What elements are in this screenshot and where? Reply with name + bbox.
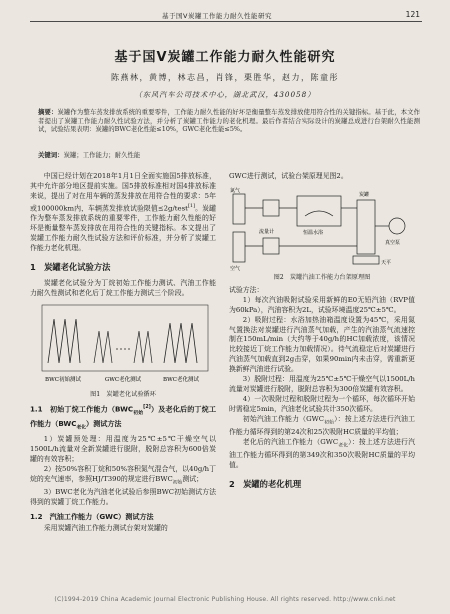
bwc-initial-sawtooth: [48, 319, 80, 363]
s11-sub: 初始: [133, 411, 144, 417]
section2-heading: 2 炭罐的老化机理: [229, 478, 302, 489]
step-2-sub: 初始: [172, 480, 183, 486]
steps-intro: 试验方法：: [229, 285, 264, 294]
gwc-after-post: ）：按上述方法进行汽油工作能力循环得到的第349次和350次吸附HC质量的平均值。: [229, 437, 415, 470]
balance: [353, 256, 379, 264]
gwc-step-2: 2）吸附过程：水浴加热油箱温度设置为45℃，采用氮气置换法对炭罐进行汽油蒸气加载，产生的汽油蒸气流速控制在150mL/min（大约等于40g/h的HC加载浓度，该情况比较接近丁烷工作能力加载情况）。待气流稳定后对炭罐进行汽油蒸气加载直到2g击穿，如果90min内未击穿，需重新更换新鲜汽油进行试验。: [229, 315, 415, 374]
test-bench-diagram: [229, 186, 415, 272]
keywords-text: 炭罐；工作能力；耐久性能: [63, 151, 141, 159]
step-2-tail: 测试；: [182, 474, 204, 483]
bwc-after-sawtooth: [164, 323, 197, 363]
gwc-initial-sub: 初始: [324, 420, 335, 426]
left-column: [30, 172, 216, 533]
label-bath: 恒温水浴: [303, 229, 324, 236]
figure1-aging-cycle: [30, 303, 216, 389]
cnki-footer: (C)1994-2019 China Academic Journal Electronic Publishing House. All rights reserved. http://www.cnki.net: [54, 596, 396, 603]
abstract-label: 摘要：: [38, 108, 58, 116]
gwc-step-1: 1）每次汽油吸附试验采用新鲜的E0无铅汽油（RVP值为60kPa），汽油容积为2L，试验环境温度25℃±5℃。: [229, 295, 415, 314]
label-bwc-after: BWC老化测试: [163, 377, 199, 384]
nitrogen-cylinder: [233, 194, 245, 224]
figure2-caption: 图2 炭罐汽油工作能力台架原理图: [273, 273, 371, 281]
label-gwc-aging: GWC老化测试: [104, 377, 142, 384]
gwc-initial-post: ）：按上述方法进行汽油工作能力循环得到的第24次和25次吸附HC质量的平均值；: [229, 414, 415, 436]
right-continuation: GWC进行测试，试验台架原理见图2。: [229, 172, 348, 180]
s11-b: ）及老化后的丁烷工作能力（BWC: [30, 404, 216, 428]
running-title: 基于国Ⅴ炭罐工作能力耐久性能研究: [162, 12, 272, 20]
s11-ref: [2]: [143, 405, 151, 411]
gwc-after-sub: 老化: [338, 443, 349, 449]
section1-heading: 1 炭罐老化试验方法: [30, 261, 111, 272]
gwc-initial-def: [229, 415, 415, 438]
step-3: 3）BWC老化为汽油老化试验后参照BWC初始测试方法得到的炭罐丁烷工作能力。: [30, 487, 216, 506]
s11-sub2: 老化: [76, 425, 87, 431]
label-nitrogen: 氮气: [230, 187, 241, 194]
gwc-after-pre: 老化后的汽油工作能力（GWC: [242, 437, 339, 446]
label-air: 空气: [230, 265, 241, 272]
abstract: [38, 108, 420, 134]
gwc-step-3: 3）脱附过程：用温度为25℃±5℃干燥空气以1500L/h流量对炭罐进行脱附，脱附总容积为300倍炭罐有效容积。: [229, 375, 415, 393]
s11-a: 1.1 初始丁烷工作能力（BWC: [30, 404, 134, 414]
intro-citation: [1]: [187, 202, 196, 209]
page-number: 121: [405, 10, 420, 19]
intro-paragraph: [30, 172, 216, 254]
vacuum-pump: [389, 218, 405, 234]
abstract-text: 炭罐作为整车蒸发排放系统的重要零件，工作能力耐久性能的好坏是衡量整车蒸发排放使用符合性的关键指标。基于此，本文作者提出了炭罐工作能力耐久性试验方法，并分析了炭罐工作能力的老化机理。最后作者结合实际设计的炭罐总成进行台架耐久性能测试，试验结果表明：炭罐的BWC老化性能≤10%，GWC老化性能≤5%。: [38, 108, 421, 134]
label-pump: 真空泵: [385, 239, 401, 246]
step-2: [30, 465, 216, 488]
label-canister: 炭罐: [359, 191, 370, 198]
step-1: 1）炭罐预处理：用温度为25℃±5℃干燥空气以1500L/h流量对全新炭罐进行脱附，脱附总容积为600倍炭罐的有效容积；: [30, 435, 216, 463]
label-flowmeter: 流量计: [259, 228, 275, 235]
section12-paragraph: 采用炭罐汽油工作能力测试台架对炭罐的: [43, 523, 168, 532]
gwc-initial-pre: 初始汽油工作能力（GWC: [242, 414, 325, 423]
running-header: [30, 10, 422, 22]
label-bwc-initial: BWC初始测试: [45, 377, 81, 384]
right-column: [229, 172, 415, 497]
canister: [357, 200, 375, 254]
flowmeter-lower: [263, 238, 279, 254]
intro-tail: 。炭罐作为整车蒸发排放系统的重要零件，工作能力耐久性能的好坏是衡量整车蒸发排放在用符合性的关键指标。本文提出了炭罐工作能力耐久性试验方法和评价标准，并分析了炭罐工作能力老化机理。: [30, 204, 216, 252]
paper-title: 基于国Ⅴ炭罐工作能力耐久性能研究: [114, 50, 336, 65]
figure1-caption: 图1 炭罐老化试验循环: [90, 391, 156, 399]
section12-heading: 1.2 汽油工作能力（GWC）测试方法: [30, 511, 154, 521]
step-2-text: 2）按50%容积丁烷和50%容积氮气混合气，以40g/h丁烷的充气速率，参照HJ/T390的规定进行BWC: [30, 464, 216, 483]
section11-heading: [30, 403, 216, 433]
aging-cycle-diagram: [34, 303, 212, 389]
gwc-aging-sawtooth: [94, 331, 152, 363]
flowmeter-upper: [263, 200, 279, 216]
gwc-step-4: 4）一次吸附过程和脱附过程为一个循环，每次循环开始时需稳定5min，汽油老化试验共计350次循环。: [229, 394, 415, 413]
keywords-label: 关键词：: [38, 151, 64, 159]
figure2-test-bench: [229, 186, 415, 272]
intro-text: 中国已经计划在2018年1月1日全面实施国5排放标准，其中允许部分地区提前实施。国5排放标准相对国4排放标准来说，提出了对在用车辆的蒸发排放在用符合性的要求：5年或100000km内，车辆蒸发排放试验限值≤2g/test: [30, 172, 216, 213]
s11-c: ）测试方法: [86, 418, 122, 428]
air-cylinder: [233, 232, 245, 262]
gwc-after-def: [229, 438, 415, 471]
section1-paragraph: 炭罐老化试验分为丁烷初始工作能力测试、汽油工作能力耐久性测试和老化后丁烷工作能力测试三个阶段。: [30, 279, 216, 298]
keywords: [38, 151, 420, 160]
author-list: 陈燕林，黄博，林志昌，肖锋，栗胜华，赵力，陈童彤: [111, 73, 339, 82]
affiliation: （东风汽车公司技术中心，湖北武汉，430058）: [134, 90, 316, 99]
label-balance: 天平: [381, 259, 392, 266]
